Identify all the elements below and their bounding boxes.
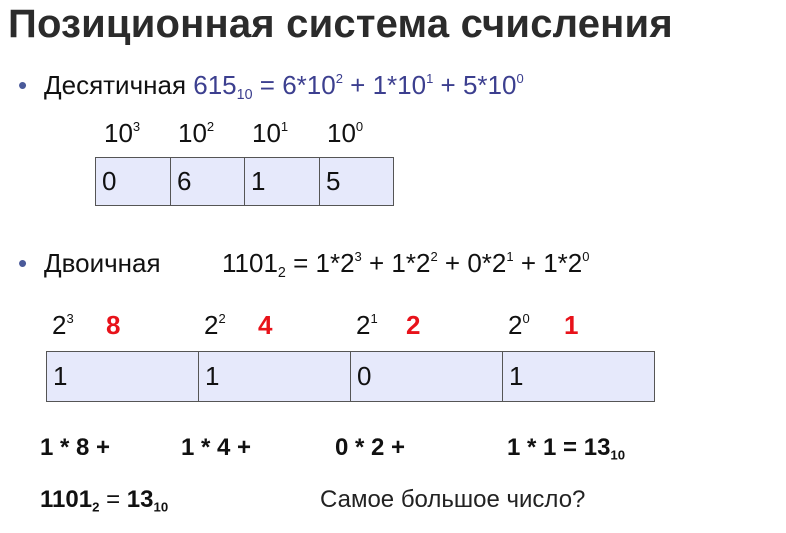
bullet-dot: • (18, 70, 28, 100)
decimal-header-1: $10^2$ (178, 118, 215, 148)
binary-digit-cell: 1 (509, 361, 524, 391)
binary-digit-cell: 0 (351, 352, 503, 401)
binary-weight-3: 1 (564, 310, 579, 340)
binary-weight-1: 4 (258, 310, 273, 340)
product-sum: $1 * 1 = 13_{10}$ (507, 434, 626, 463)
binary-digit-row (46, 351, 655, 402)
decimal-header-3: $10^0$ (327, 118, 364, 148)
question-text: Самое большое число? (320, 486, 586, 513)
decimal-digit-cell: 5 (326, 166, 341, 196)
decimal-expansion: $615_{10} = 6*10^2 + 1*10^1 + 5*10^0$ (193, 70, 524, 103)
page-title: Позиционная система счисления (8, 2, 673, 46)
binary-digit-cell: 1 (199, 352, 351, 401)
binary-header-0: $2^3$ (52, 310, 74, 340)
binary-label: Двоичная (44, 248, 161, 278)
binary-header-3: $2^0$ (508, 310, 530, 340)
product-term: 0 * 2 + (335, 434, 406, 461)
decimal-label: Десятичная (44, 70, 187, 100)
decimal-digit-cell: 1 (245, 158, 320, 205)
binary-header-1: $2^2$ (204, 310, 226, 340)
decimal-header-2: $10^1$ (252, 118, 289, 148)
binary-header-2: $2^1$ (356, 310, 378, 340)
bullet-dot: • (18, 248, 28, 278)
decimal-digit-row (95, 157, 394, 206)
binary-digit-cell: 1 (47, 352, 199, 401)
summary-equation: $1101_2 = 13_{10}$ (40, 486, 169, 515)
product-term: 1 * 8 + (40, 434, 111, 461)
binary-weight-2: 2 (406, 310, 421, 340)
decimal-digit-cell: 6 (171, 158, 245, 205)
decimal-line (44, 70, 524, 103)
decimal-header-0: $10^3$ (104, 118, 141, 148)
binary-expansion: $1101_2 = 1*2^3 + 1*2^2 + 0*2^1 + 1*2^0$ (222, 248, 590, 281)
product-term: 1 * 4 + (181, 434, 252, 461)
decimal-digit-cell: 0 (96, 158, 171, 205)
binary-weight-0: 8 (106, 310, 121, 340)
